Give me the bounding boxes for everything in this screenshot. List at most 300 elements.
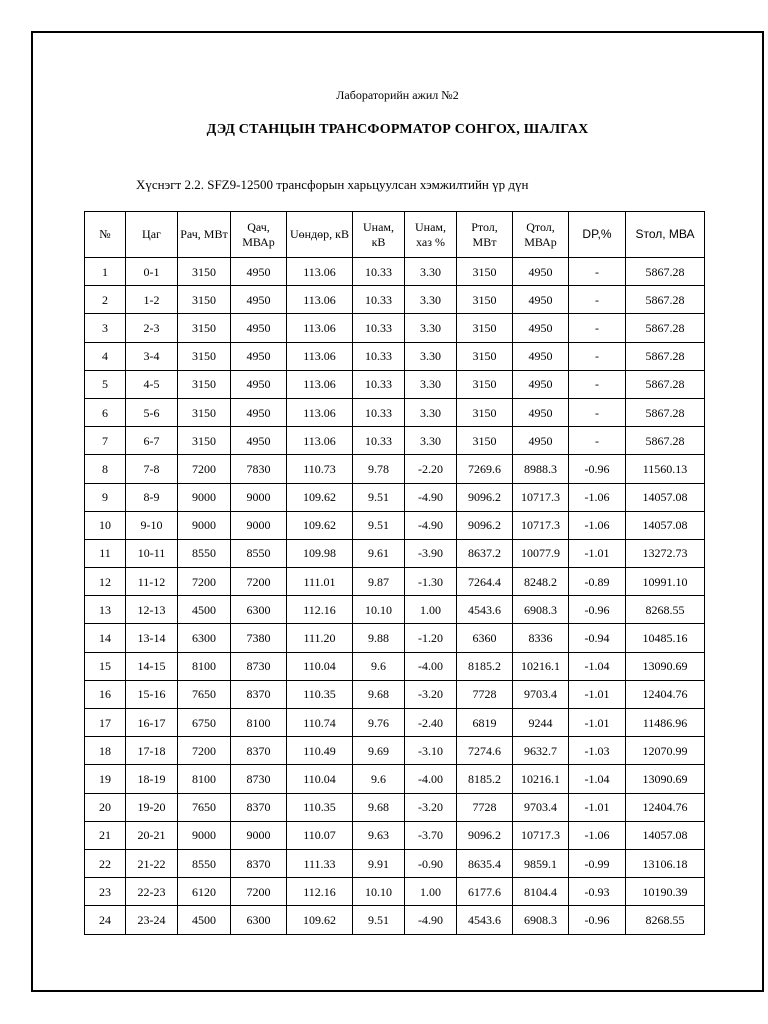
table-cell-col-q-total: 8104.4 — [513, 878, 569, 906]
table-cell-col-q-load: 4950 — [231, 286, 287, 314]
table-cell-col-p-total: 3150 — [457, 398, 513, 426]
table-cell-col-p-total: 8637.2 — [457, 539, 513, 567]
table-cell-col-s-total: 11560.13 — [626, 455, 705, 483]
table-cell-col-s-total: 5867.28 — [626, 427, 705, 455]
header-col-p-total: Ртол, МВт — [457, 212, 513, 258]
table-cell-col-hour: 23-24 — [126, 906, 178, 934]
table-cell-col-dp: - — [569, 258, 626, 286]
table-cell-col-hour: 9-10 — [126, 511, 178, 539]
table-row — [85, 652, 705, 680]
table-cell-col-u-high: 112.16 — [287, 596, 353, 624]
table-cell-col-q-load: 6300 — [231, 596, 287, 624]
table-cell-col-q-total: 4950 — [513, 398, 569, 426]
table-cell-col-q-total: 4950 — [513, 427, 569, 455]
table-caption: Хүснэгт 2.2. SFZ9-12500 трансфорын харьцуулсан хэмжилтийн үр дүн — [136, 177, 529, 192]
table-cell-col-number: 7 — [85, 427, 126, 455]
table-cell-col-u-low: 9.68 — [353, 793, 405, 821]
table-cell-col-q-load: 8370 — [231, 793, 287, 821]
table-cell-col-u-high: 110.04 — [287, 652, 353, 680]
table-cell-col-q-load: 6300 — [231, 906, 287, 934]
table-cell-col-s-total: 13090.69 — [626, 652, 705, 680]
table-cell-col-p-load: 4500 — [178, 596, 231, 624]
table-cell-col-q-total: 9632.7 — [513, 737, 569, 765]
table-row — [85, 258, 705, 286]
header-col-hour: Цаг — [126, 212, 178, 258]
header-col-u-low-dev: Uнам, хаз % — [405, 212, 457, 258]
table-cell-col-p-total: 7264.4 — [457, 568, 513, 596]
table-cell-col-p-total: 3150 — [457, 258, 513, 286]
table-row — [85, 483, 705, 511]
table-cell-col-number: 2 — [85, 286, 126, 314]
table-cell-col-q-total: 10717.3 — [513, 821, 569, 849]
table-cell-col-u-low-dev: -4.90 — [405, 511, 457, 539]
table-cell-col-u-low-dev: 3.30 — [405, 398, 457, 426]
table-cell-col-u-low-dev: 3.30 — [405, 370, 457, 398]
table-cell-col-u-high: 109.62 — [287, 906, 353, 934]
table-cell-col-dp: -0.96 — [569, 596, 626, 624]
table-row — [85, 370, 705, 398]
table-cell-col-u-high: 113.06 — [287, 314, 353, 342]
table-cell-col-q-total: 4950 — [513, 314, 569, 342]
table-cell-col-u-low-dev: -0.90 — [405, 849, 457, 877]
table-cell-col-dp: -1.01 — [569, 539, 626, 567]
table-cell-col-number: 11 — [85, 539, 126, 567]
table-cell-col-p-load: 4500 — [178, 906, 231, 934]
table-row — [85, 821, 705, 849]
table-cell-col-p-load: 3150 — [178, 286, 231, 314]
table-cell-col-q-load: 9000 — [231, 483, 287, 511]
table-cell-col-p-load: 7650 — [178, 680, 231, 708]
table-cell-col-hour: 2-3 — [126, 314, 178, 342]
table-cell-col-hour: 6-7 — [126, 427, 178, 455]
table-cell-col-u-low-dev: -1.20 — [405, 624, 457, 652]
table-cell-col-u-high: 113.06 — [287, 370, 353, 398]
table-cell-col-hour: 5-6 — [126, 398, 178, 426]
table-cell-col-p-total: 4543.6 — [457, 906, 513, 934]
table-cell-col-u-low: 10.33 — [353, 427, 405, 455]
table-cell-col-number: 8 — [85, 455, 126, 483]
table-cell-col-p-total: 7728 — [457, 680, 513, 708]
table-row — [85, 286, 705, 314]
table-cell-col-q-total: 9244 — [513, 709, 569, 737]
table-cell-col-u-high: 113.06 — [287, 342, 353, 370]
table-cell-col-q-total: 10077.9 — [513, 539, 569, 567]
table-cell-col-p-load: 6300 — [178, 624, 231, 652]
table-cell-col-dp: -1.01 — [569, 680, 626, 708]
table-cell-col-u-low: 10.33 — [353, 398, 405, 426]
table-cell-col-s-total: 14057.08 — [626, 821, 705, 849]
table-cell-col-dp: - — [569, 370, 626, 398]
table-cell-col-u-low-dev: -1.30 — [405, 568, 457, 596]
table-cell-col-hour: 16-17 — [126, 709, 178, 737]
table-cell-col-q-total: 8988.3 — [513, 455, 569, 483]
table-cell-col-q-total: 6908.3 — [513, 596, 569, 624]
table-row — [85, 765, 705, 793]
table-cell-col-dp: -1.04 — [569, 652, 626, 680]
table-cell-col-q-load: 4950 — [231, 342, 287, 370]
table-cell-col-u-low: 9.61 — [353, 539, 405, 567]
table-cell-col-q-load: 4950 — [231, 258, 287, 286]
table-cell-col-number: 24 — [85, 906, 126, 934]
table-cell-col-u-low: 10.33 — [353, 258, 405, 286]
table-cell-col-u-low-dev: -3.20 — [405, 793, 457, 821]
table-cell-col-q-total: 4950 — [513, 342, 569, 370]
table-cell-col-hour: 10-11 — [126, 539, 178, 567]
table-cell-col-u-low-dev: 1.00 — [405, 596, 457, 624]
table-cell-col-p-total: 7274.6 — [457, 737, 513, 765]
table-cell-col-u-low: 10.10 — [353, 596, 405, 624]
table-cell-col-q-load: 8370 — [231, 737, 287, 765]
table-cell-col-number: 23 — [85, 878, 126, 906]
table-cell-col-u-low: 9.6 — [353, 765, 405, 793]
table-cell-col-p-total: 7728 — [457, 793, 513, 821]
table-cell-col-dp: -1.03 — [569, 737, 626, 765]
table-cell-col-number: 19 — [85, 765, 126, 793]
table-cell-col-s-total: 10190.39 — [626, 878, 705, 906]
table-cell-col-u-low-dev: -3.90 — [405, 539, 457, 567]
table-cell-col-number: 18 — [85, 737, 126, 765]
table-cell-col-q-load: 7830 — [231, 455, 287, 483]
table-cell-col-number: 10 — [85, 511, 126, 539]
table-cell-col-u-high: 111.01 — [287, 568, 353, 596]
table-cell-col-u-high: 113.06 — [287, 286, 353, 314]
table-cell-col-p-load: 8100 — [178, 652, 231, 680]
table-cell-col-u-low: 9.51 — [353, 511, 405, 539]
table-cell-col-hour: 4-5 — [126, 370, 178, 398]
table-cell-col-u-high: 110.07 — [287, 821, 353, 849]
table-cell-col-u-low: 9.68 — [353, 680, 405, 708]
table-cell-col-p-load: 3150 — [178, 342, 231, 370]
table-cell-col-p-load: 3150 — [178, 427, 231, 455]
table-cell-col-u-low-dev: -2.20 — [405, 455, 457, 483]
table-cell-col-p-load: 9000 — [178, 483, 231, 511]
table-cell-col-u-low: 9.76 — [353, 709, 405, 737]
table-cell-col-u-low-dev: -4.00 — [405, 765, 457, 793]
table-cell-col-u-high: 113.06 — [287, 427, 353, 455]
table-header-row — [85, 212, 705, 258]
table-cell-col-q-total: 9703.4 — [513, 680, 569, 708]
table-cell-col-p-total: 3150 — [457, 342, 513, 370]
table-cell-col-hour: 13-14 — [126, 624, 178, 652]
table-cell-col-u-high: 109.98 — [287, 539, 353, 567]
table-row — [85, 624, 705, 652]
table-cell-col-u-low-dev: 1.00 — [405, 878, 457, 906]
table-cell-col-s-total: 13106.18 — [626, 849, 705, 877]
table-cell-col-p-total: 7269.6 — [457, 455, 513, 483]
table-cell-col-u-high: 109.62 — [287, 483, 353, 511]
table-cell-col-p-total: 3150 — [457, 427, 513, 455]
table-cell-col-dp: -0.96 — [569, 906, 626, 934]
table-cell-col-u-low: 9.69 — [353, 737, 405, 765]
table-cell-col-hour: 0-1 — [126, 258, 178, 286]
table-cell-col-u-low: 9.6 — [353, 652, 405, 680]
table-row — [85, 539, 705, 567]
table-cell-col-q-load: 4950 — [231, 398, 287, 426]
table-cell-col-q-total: 4950 — [513, 286, 569, 314]
table-cell-col-p-load: 3150 — [178, 398, 231, 426]
table-cell-col-p-load: 7200 — [178, 737, 231, 765]
table-cell-col-hour: 7-8 — [126, 455, 178, 483]
table-row — [85, 596, 705, 624]
table-cell-col-u-high: 111.33 — [287, 849, 353, 877]
table-cell-col-u-low-dev: -3.20 — [405, 680, 457, 708]
table-cell-col-dp: -0.89 — [569, 568, 626, 596]
table-cell-col-u-low: 10.33 — [353, 342, 405, 370]
table-cell-col-q-load: 8100 — [231, 709, 287, 737]
table-cell-col-q-total: 4950 — [513, 370, 569, 398]
table-cell-col-u-high: 112.16 — [287, 878, 353, 906]
table-cell-col-hour: 17-18 — [126, 737, 178, 765]
table-cell-col-number: 1 — [85, 258, 126, 286]
table-cell-col-dp: - — [569, 342, 626, 370]
table-cell-col-q-total: 10717.3 — [513, 511, 569, 539]
table-cell-col-p-load: 6750 — [178, 709, 231, 737]
table-cell-col-number: 21 — [85, 821, 126, 849]
table-row — [85, 680, 705, 708]
table-cell-col-u-low: 9.88 — [353, 624, 405, 652]
header-col-q-total: Qтол, МВАр — [513, 212, 569, 258]
table-cell-col-u-low: 10.10 — [353, 878, 405, 906]
table-row — [85, 398, 705, 426]
table-cell-col-q-load: 7200 — [231, 878, 287, 906]
table-cell-col-u-high: 111.20 — [287, 624, 353, 652]
table-cell-col-q-total: 4950 — [513, 258, 569, 286]
table-cell-col-p-total: 8635.4 — [457, 849, 513, 877]
table-cell-col-dp: -0.96 — [569, 455, 626, 483]
table-cell-col-s-total: 5867.28 — [626, 370, 705, 398]
table-cell-col-s-total: 5867.28 — [626, 398, 705, 426]
table-cell-col-dp: - — [569, 427, 626, 455]
table-cell-col-s-total: 5867.28 — [626, 342, 705, 370]
table-cell-col-q-load: 9000 — [231, 821, 287, 849]
table-body — [85, 258, 705, 935]
table-row — [85, 314, 705, 342]
table-cell-col-q-load: 8370 — [231, 680, 287, 708]
table-cell-col-u-low-dev: -4.90 — [405, 906, 457, 934]
table-cell-col-u-low: 10.33 — [353, 314, 405, 342]
table-cell-col-q-total: 10216.1 — [513, 652, 569, 680]
table-cell-col-dp: -1.01 — [569, 793, 626, 821]
table-cell-col-s-total: 12404.76 — [626, 793, 705, 821]
table-cell-col-hour: 1-2 — [126, 286, 178, 314]
table-cell-col-q-total: 9859.1 — [513, 849, 569, 877]
table-row — [85, 878, 705, 906]
table-cell-col-dp: -1.06 — [569, 483, 626, 511]
table-row — [85, 793, 705, 821]
table-cell-col-u-high: 113.06 — [287, 258, 353, 286]
table-cell-col-p-load: 8100 — [178, 765, 231, 793]
table-cell-col-u-low-dev: 3.30 — [405, 314, 457, 342]
table-cell-col-u-low: 9.87 — [353, 568, 405, 596]
table-cell-col-p-total: 9096.2 — [457, 511, 513, 539]
table-cell-col-p-total: 8185.2 — [457, 652, 513, 680]
table-cell-col-number: 17 — [85, 709, 126, 737]
header-col-u-high: Uөндөр, кВ — [287, 212, 353, 258]
table-cell-col-q-total: 8336 — [513, 624, 569, 652]
table-cell-col-p-total: 4543.6 — [457, 596, 513, 624]
table-cell-col-p-load: 3150 — [178, 258, 231, 286]
table-cell-col-p-total: 9096.2 — [457, 821, 513, 849]
table-cell-col-q-total: 6908.3 — [513, 906, 569, 934]
table-cell-col-u-high: 113.06 — [287, 398, 353, 426]
table-row — [85, 455, 705, 483]
table-cell-col-p-total: 6360 — [457, 624, 513, 652]
table-cell-col-q-load: 4950 — [231, 427, 287, 455]
table-cell-col-hour: 3-4 — [126, 342, 178, 370]
table-cell-col-dp: -1.04 — [569, 765, 626, 793]
table-cell-col-u-low: 10.33 — [353, 286, 405, 314]
table-row — [85, 906, 705, 934]
table-cell-col-number: 5 — [85, 370, 126, 398]
table-cell-col-hour: 22-23 — [126, 878, 178, 906]
table-row — [85, 737, 705, 765]
table-row — [85, 568, 705, 596]
table-cell-col-u-low-dev: -2.40 — [405, 709, 457, 737]
table-cell-col-u-high: 110.35 — [287, 793, 353, 821]
table-cell-col-p-total: 6819 — [457, 709, 513, 737]
table-cell-col-q-load: 4950 — [231, 314, 287, 342]
table-cell-col-u-low-dev: -4.90 — [405, 483, 457, 511]
table-cell-col-number: 6 — [85, 398, 126, 426]
table-cell-col-u-high: 109.62 — [287, 511, 353, 539]
table-cell-col-p-load: 9000 — [178, 821, 231, 849]
table-cell-col-u-high: 110.04 — [287, 765, 353, 793]
table-cell-col-s-total: 5867.28 — [626, 314, 705, 342]
header-col-u-low: Uнам, кВ — [353, 212, 405, 258]
table-cell-col-number: 14 — [85, 624, 126, 652]
table-row — [85, 709, 705, 737]
table-cell-col-s-total: 14057.08 — [626, 511, 705, 539]
table-cell-col-u-low: 10.33 — [353, 370, 405, 398]
lab-work-label: Лабораторийн ажил №2 — [336, 88, 459, 102]
table-cell-col-number: 20 — [85, 793, 126, 821]
measurement-table — [84, 211, 705, 935]
table-cell-col-s-total: 11486.96 — [626, 709, 705, 737]
table-cell-col-u-low: 9.51 — [353, 483, 405, 511]
table-cell-col-hour: 12-13 — [126, 596, 178, 624]
table-cell-col-p-total: 3150 — [457, 314, 513, 342]
table-cell-col-q-total: 10216.1 — [513, 765, 569, 793]
table-cell-col-hour: 18-19 — [126, 765, 178, 793]
table-cell-col-p-total: 6177.6 — [457, 878, 513, 906]
table-cell-col-hour: 15-16 — [126, 680, 178, 708]
table-cell-col-s-total: 12404.76 — [626, 680, 705, 708]
table-cell-col-u-low-dev: -3.70 — [405, 821, 457, 849]
table-cell-col-s-total: 10991.10 — [626, 568, 705, 596]
table-cell-col-hour: 14-15 — [126, 652, 178, 680]
table-cell-col-q-load: 8730 — [231, 652, 287, 680]
table-cell-col-q-load: 4950 — [231, 370, 287, 398]
table-cell-col-dp: -1.06 — [569, 511, 626, 539]
table-cell-col-number: 15 — [85, 652, 126, 680]
table-cell-col-number: 13 — [85, 596, 126, 624]
table-cell-col-hour: 21-22 — [126, 849, 178, 877]
table-cell-col-dp: -0.93 — [569, 878, 626, 906]
header-col-q-load: Qач, МВАр — [231, 212, 287, 258]
table-cell-col-u-low-dev: 3.30 — [405, 286, 457, 314]
table-cell-col-hour: 8-9 — [126, 483, 178, 511]
header-col-p-load: Рач, МВт — [178, 212, 231, 258]
table-cell-col-p-total: 9096.2 — [457, 483, 513, 511]
table-cell-col-u-low-dev: 3.30 — [405, 258, 457, 286]
table-cell-col-dp: -1.06 — [569, 821, 626, 849]
table-cell-col-dp: -0.94 — [569, 624, 626, 652]
table-cell-col-q-load: 8730 — [231, 765, 287, 793]
table-cell-col-hour: 11-12 — [126, 568, 178, 596]
table-cell-col-s-total: 13272.73 — [626, 539, 705, 567]
table-cell-col-dp: - — [569, 314, 626, 342]
table-cell-col-p-load: 7650 — [178, 793, 231, 821]
table-cell-col-p-load: 8550 — [178, 539, 231, 567]
table-cell-col-q-total: 8248.2 — [513, 568, 569, 596]
table-cell-col-p-total: 8185.2 — [457, 765, 513, 793]
table-cell-col-q-load: 7380 — [231, 624, 287, 652]
table-cell-col-s-total: 5867.28 — [626, 286, 705, 314]
table-cell-col-q-total: 10717.3 — [513, 483, 569, 511]
table-cell-col-q-total: 9703.4 — [513, 793, 569, 821]
table-cell-col-u-high: 110.73 — [287, 455, 353, 483]
table-cell-col-s-total: 10485.16 — [626, 624, 705, 652]
table-cell-col-hour: 20-21 — [126, 821, 178, 849]
table-cell-col-p-load: 6120 — [178, 878, 231, 906]
table-cell-col-s-total: 5867.28 — [626, 258, 705, 286]
table-cell-col-u-low: 9.63 — [353, 821, 405, 849]
table-row — [85, 511, 705, 539]
table-cell-col-q-load: 7200 — [231, 568, 287, 596]
table-cell-col-q-load: 8370 — [231, 849, 287, 877]
table-cell-col-hour: 19-20 — [126, 793, 178, 821]
table-cell-col-s-total: 8268.55 — [626, 906, 705, 934]
table-cell-col-u-low-dev: -4.00 — [405, 652, 457, 680]
table-cell-col-u-high: 110.74 — [287, 709, 353, 737]
table-cell-col-number: 4 — [85, 342, 126, 370]
table-cell-col-u-low: 9.91 — [353, 849, 405, 877]
table-cell-col-p-load: 7200 — [178, 568, 231, 596]
document-title: ДЭД СТАНЦЫН ТРАНСФОРМАТОР СОНГОХ, ШАЛГАХ — [206, 122, 589, 137]
table-row — [85, 849, 705, 877]
table-cell-col-u-low-dev: 3.30 — [405, 427, 457, 455]
table-cell-col-number: 12 — [85, 568, 126, 596]
table-cell-col-p-total: 3150 — [457, 286, 513, 314]
table-row — [85, 427, 705, 455]
table-cell-col-s-total: 13090.69 — [626, 765, 705, 793]
table-cell-col-u-high: 110.35 — [287, 680, 353, 708]
table-cell-col-u-low: 9.78 — [353, 455, 405, 483]
header-col-number: № — [85, 212, 126, 258]
table-cell-col-dp: -1.01 — [569, 709, 626, 737]
table-cell-col-u-low: 9.51 — [353, 906, 405, 934]
header-col-s-total: Sтол, МВА — [626, 212, 705, 258]
table-cell-col-p-load: 8550 — [178, 849, 231, 877]
table-cell-col-p-load: 9000 — [178, 511, 231, 539]
table-cell-col-u-high: 110.49 — [287, 737, 353, 765]
table-cell-col-number: 22 — [85, 849, 126, 877]
table-cell-col-number: 3 — [85, 314, 126, 342]
table-cell-col-dp: - — [569, 398, 626, 426]
table-row — [85, 342, 705, 370]
table-cell-col-q-load: 9000 — [231, 511, 287, 539]
table-cell-col-s-total: 8268.55 — [626, 596, 705, 624]
table-cell-col-u-low-dev: -3.10 — [405, 737, 457, 765]
table-cell-col-p-load: 7200 — [178, 455, 231, 483]
table-cell-col-dp: - — [569, 286, 626, 314]
header-col-dp: DP,% — [569, 212, 626, 258]
table-cell-col-p-load: 3150 — [178, 314, 231, 342]
table-cell-col-s-total: 12070.99 — [626, 737, 705, 765]
table-cell-col-u-low-dev: 3.30 — [405, 342, 457, 370]
table-cell-col-number: 16 — [85, 680, 126, 708]
table-cell-col-s-total: 14057.08 — [626, 483, 705, 511]
